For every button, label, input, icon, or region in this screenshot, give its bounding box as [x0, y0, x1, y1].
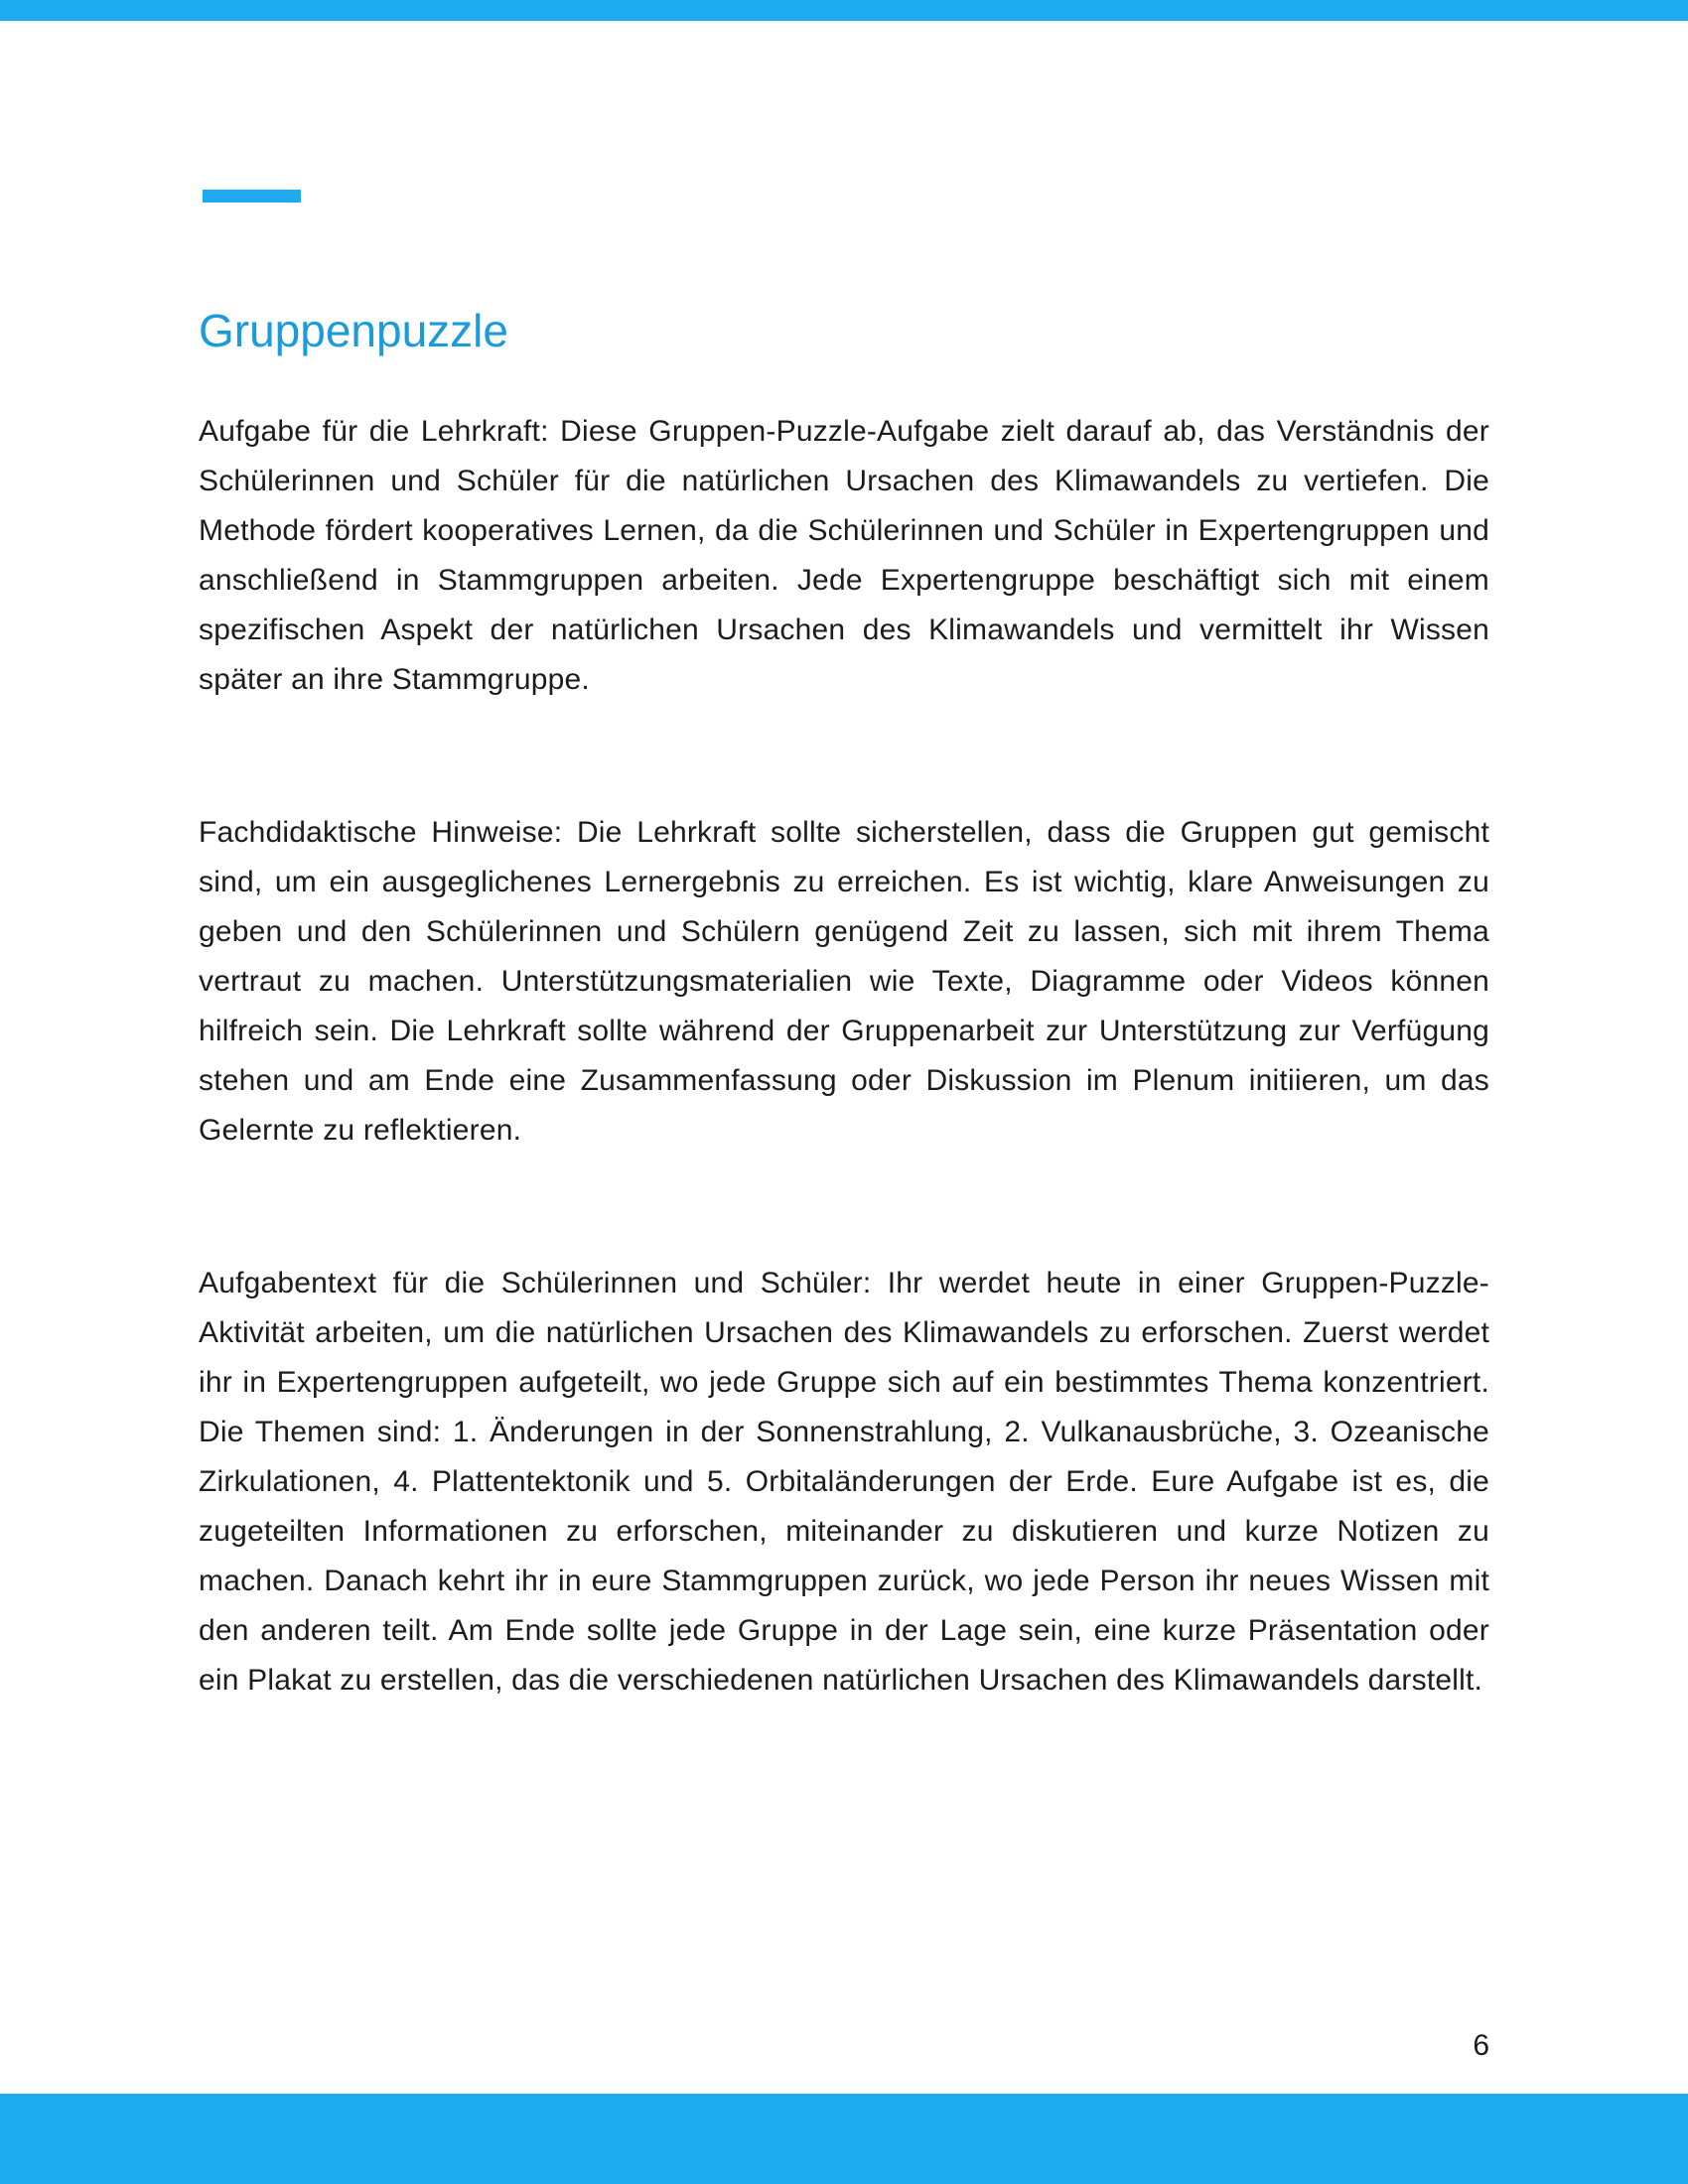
didactic-notes-paragraph: Fachdidaktische Hinweise: Die Lehrkraft sollte sicherstellen, dass die Gruppen gut gemischt sind, um ein ausgeglichenes Lernergebnis zu erreichen. Es ist wichtig, klare Anweisungen zu geben und den Schülerinnen und Schülern genügend Zeit zu lassen, sich mit ihrem Thema vertraut zu machen. Unterstützungsmaterialien wie Texte, Diagramme oder Videos können hilfreich sein. Die Lehrkraft sollte während der Gruppenarbeit zur Unterstützung zur Verfügung stehen und am Ende eine Zusammenfassung oder Diskussion im Plenum initiieren, um das Gelernte zu reflektieren.	[199, 816, 1489, 1147]
teacher-task-paragraph: Aufgabe für die Lehrkraft: Diese Gruppen-Puzzle-Aufgabe zielt darauf ab, das Verständnis der Schülerinnen und Schüler für die natürlichen Ursachen des Klimawandels zu vertiefen. Die Methode fördert kooperatives Lernen, da die Schülerinnen und Schüler in Expertengruppen und anschließend in Stammgruppen arbeiten. Jede Expertengruppe beschäftigt sich mit einem spezifischen Aspekt der natürlichen Ursachen des Klimawandels und vermittelt ihr Wissen später an ihre Stammgruppe.	[199, 415, 1489, 696]
page-content	[199, 294, 1489, 1706]
top-accent-bar	[0, 0, 1688, 21]
bottom-accent-bar	[0, 2094, 1688, 2184]
student-task-paragraph: Aufgabentext für die Schülerinnen und Schüler: Ihr werdet heute in einer Gruppen-Puzzle-Aktivität arbeiten, um die natürlichen Ursachen des Klimawandels zu erforschen. Zuerst werdet ihr in Expertengruppen aufgeteilt, wo jede Gruppe sich auf ein bestimmtes Thema konzentriert. Die Themen sind: 1. Änderungen in der Sonnenstrahlung, 2. Vulkanausbrüche, 3. Ozeanische Zirkulationen, 4. Plattentektonik und 5. Orbitaländerungen der Erde. Eure Aufgabe ist es, die zugeteilten Informationen zu erforschen, miteinander zu diskutieren und kurze Notizen zu machen. Danach kehrt ihr in eure Stammgruppen zurück, wo jede Person ihr neues Wissen mit den anderen teilt. Am Ende sollte jede Gruppe in der Lage sein, eine kurze Präsentation oder ein Plakat zu erstellen, das die verschiedenen natürlichen Ursachen des Klimawandels darstellt.	[199, 1267, 1489, 1697]
title-accent-rule	[203, 190, 301, 203]
page-number: 6	[1473, 2029, 1489, 2062]
page-title: Gruppenpuzzle	[199, 305, 508, 356]
